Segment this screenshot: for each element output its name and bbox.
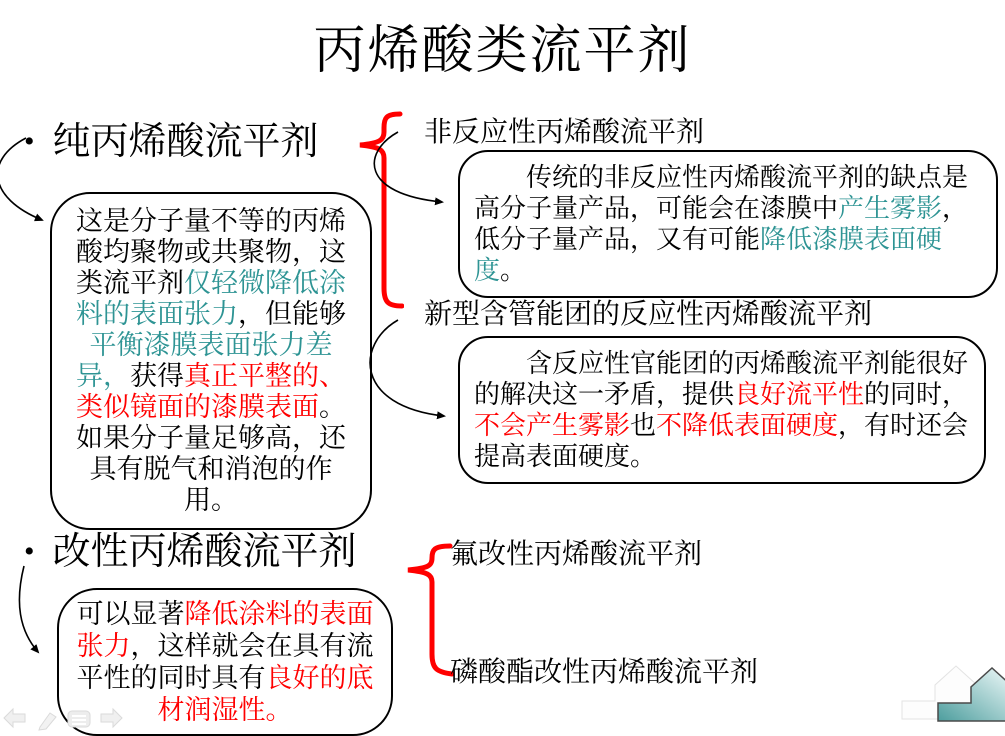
slide-menu-icon[interactable] — [68, 711, 90, 727]
text-segment-red: 不降低表面硬度 — [656, 411, 839, 440]
branch-label-reactive: 新型含管能团的反应性丙烯酸流平剂 — [424, 299, 873, 330]
nonreactive-note-box — [458, 150, 998, 298]
text-segment-red: 良好的底材润湿性。 — [157, 663, 374, 725]
bullet-label: 改性丙烯酸流平剂 — [52, 531, 357, 573]
text-segment-black: 含反应性官能团的丙烯酸流平剂能很好的解决这一矛盾，提供 — [474, 349, 969, 409]
text-segment-teal: 降低漆膜表面硬度 — [474, 225, 943, 285]
branch-label-phosphate-modified: 磷酸酯改性丙烯酸流平剂 — [450, 657, 759, 688]
branch-label-nonreactive: 非反应性丙烯酸流平剂 — [424, 117, 705, 148]
previous-slide-arrow-icon[interactable] — [4, 709, 25, 727]
bullet-item-modified-acrylic — [24, 530, 357, 574]
pure-acrylic-note-box — [50, 192, 372, 530]
text-segment-teal: 产生雾影 — [838, 194, 943, 223]
text-segment-black: 。如果分子量足够高，还具有脱气和消泡的作用。 — [76, 392, 346, 515]
text-segment-teal: 仅轻微降低涂料的表面张力 — [76, 268, 346, 329]
pen-tool-icon[interactable] — [39, 713, 56, 730]
text-segment-black: ，但能够 — [238, 299, 346, 329]
text-segment-black: 获得 — [130, 361, 184, 391]
red-brace-icon — [398, 542, 456, 680]
text-segment-red: 不会产生雾影 — [474, 411, 631, 440]
text-segment-black: 传统的非反应性丙烯酸流平剂的缺点是高分子量产品，可能会在漆膜中 — [474, 163, 969, 223]
bullet-label: 纯丙烯酸流平剂 — [52, 121, 319, 163]
reactive-note-box — [458, 336, 986, 484]
text-segment-black: ，有时还会提高表面硬度。 — [474, 411, 969, 471]
action-button-bent-arrow[interactable] — [895, 655, 1005, 736]
bullet-item-pure-acrylic — [24, 120, 319, 164]
branch-label-fluoro-modified: 氟改性丙烯酸流平剂 — [450, 539, 703, 570]
text-segment-black: ，低分子量产品，又有可能 — [474, 194, 969, 254]
text-segment-black: 。 — [500, 256, 527, 285]
arrow-to-reactive-box — [370, 320, 444, 416]
slide-title: 丙烯酸类流平剂 — [313, 23, 692, 80]
text-segment-red: 真正平整的、类似镜面的漆膜表面 — [76, 361, 346, 422]
text-segment-black: 这是分子量不等的丙烯酸均聚物或共聚物，这类流平剂 — [76, 206, 346, 298]
text-segment-black: 的同时， — [864, 380, 969, 409]
arrow-bullet-to-modified-note — [19, 566, 38, 652]
text-segment-black: ，这样就会在具有流平性的同时具有 — [76, 631, 374, 693]
text-segment-red: 降低涂料的表面张力 — [76, 599, 374, 661]
text-segment-black: 可以显著 — [76, 599, 185, 629]
text-segment-black: 也 — [630, 411, 657, 440]
bullet-dot: • — [24, 125, 35, 158]
next-slide-arrow-icon[interactable] — [101, 709, 122, 727]
text-segment-teal: 平衡漆膜表面张力差异， — [76, 330, 333, 391]
text-segment-red: 良好流平性 — [734, 380, 865, 409]
bullet-dot: • — [24, 535, 35, 568]
presenter-toolbar — [2, 705, 124, 733]
